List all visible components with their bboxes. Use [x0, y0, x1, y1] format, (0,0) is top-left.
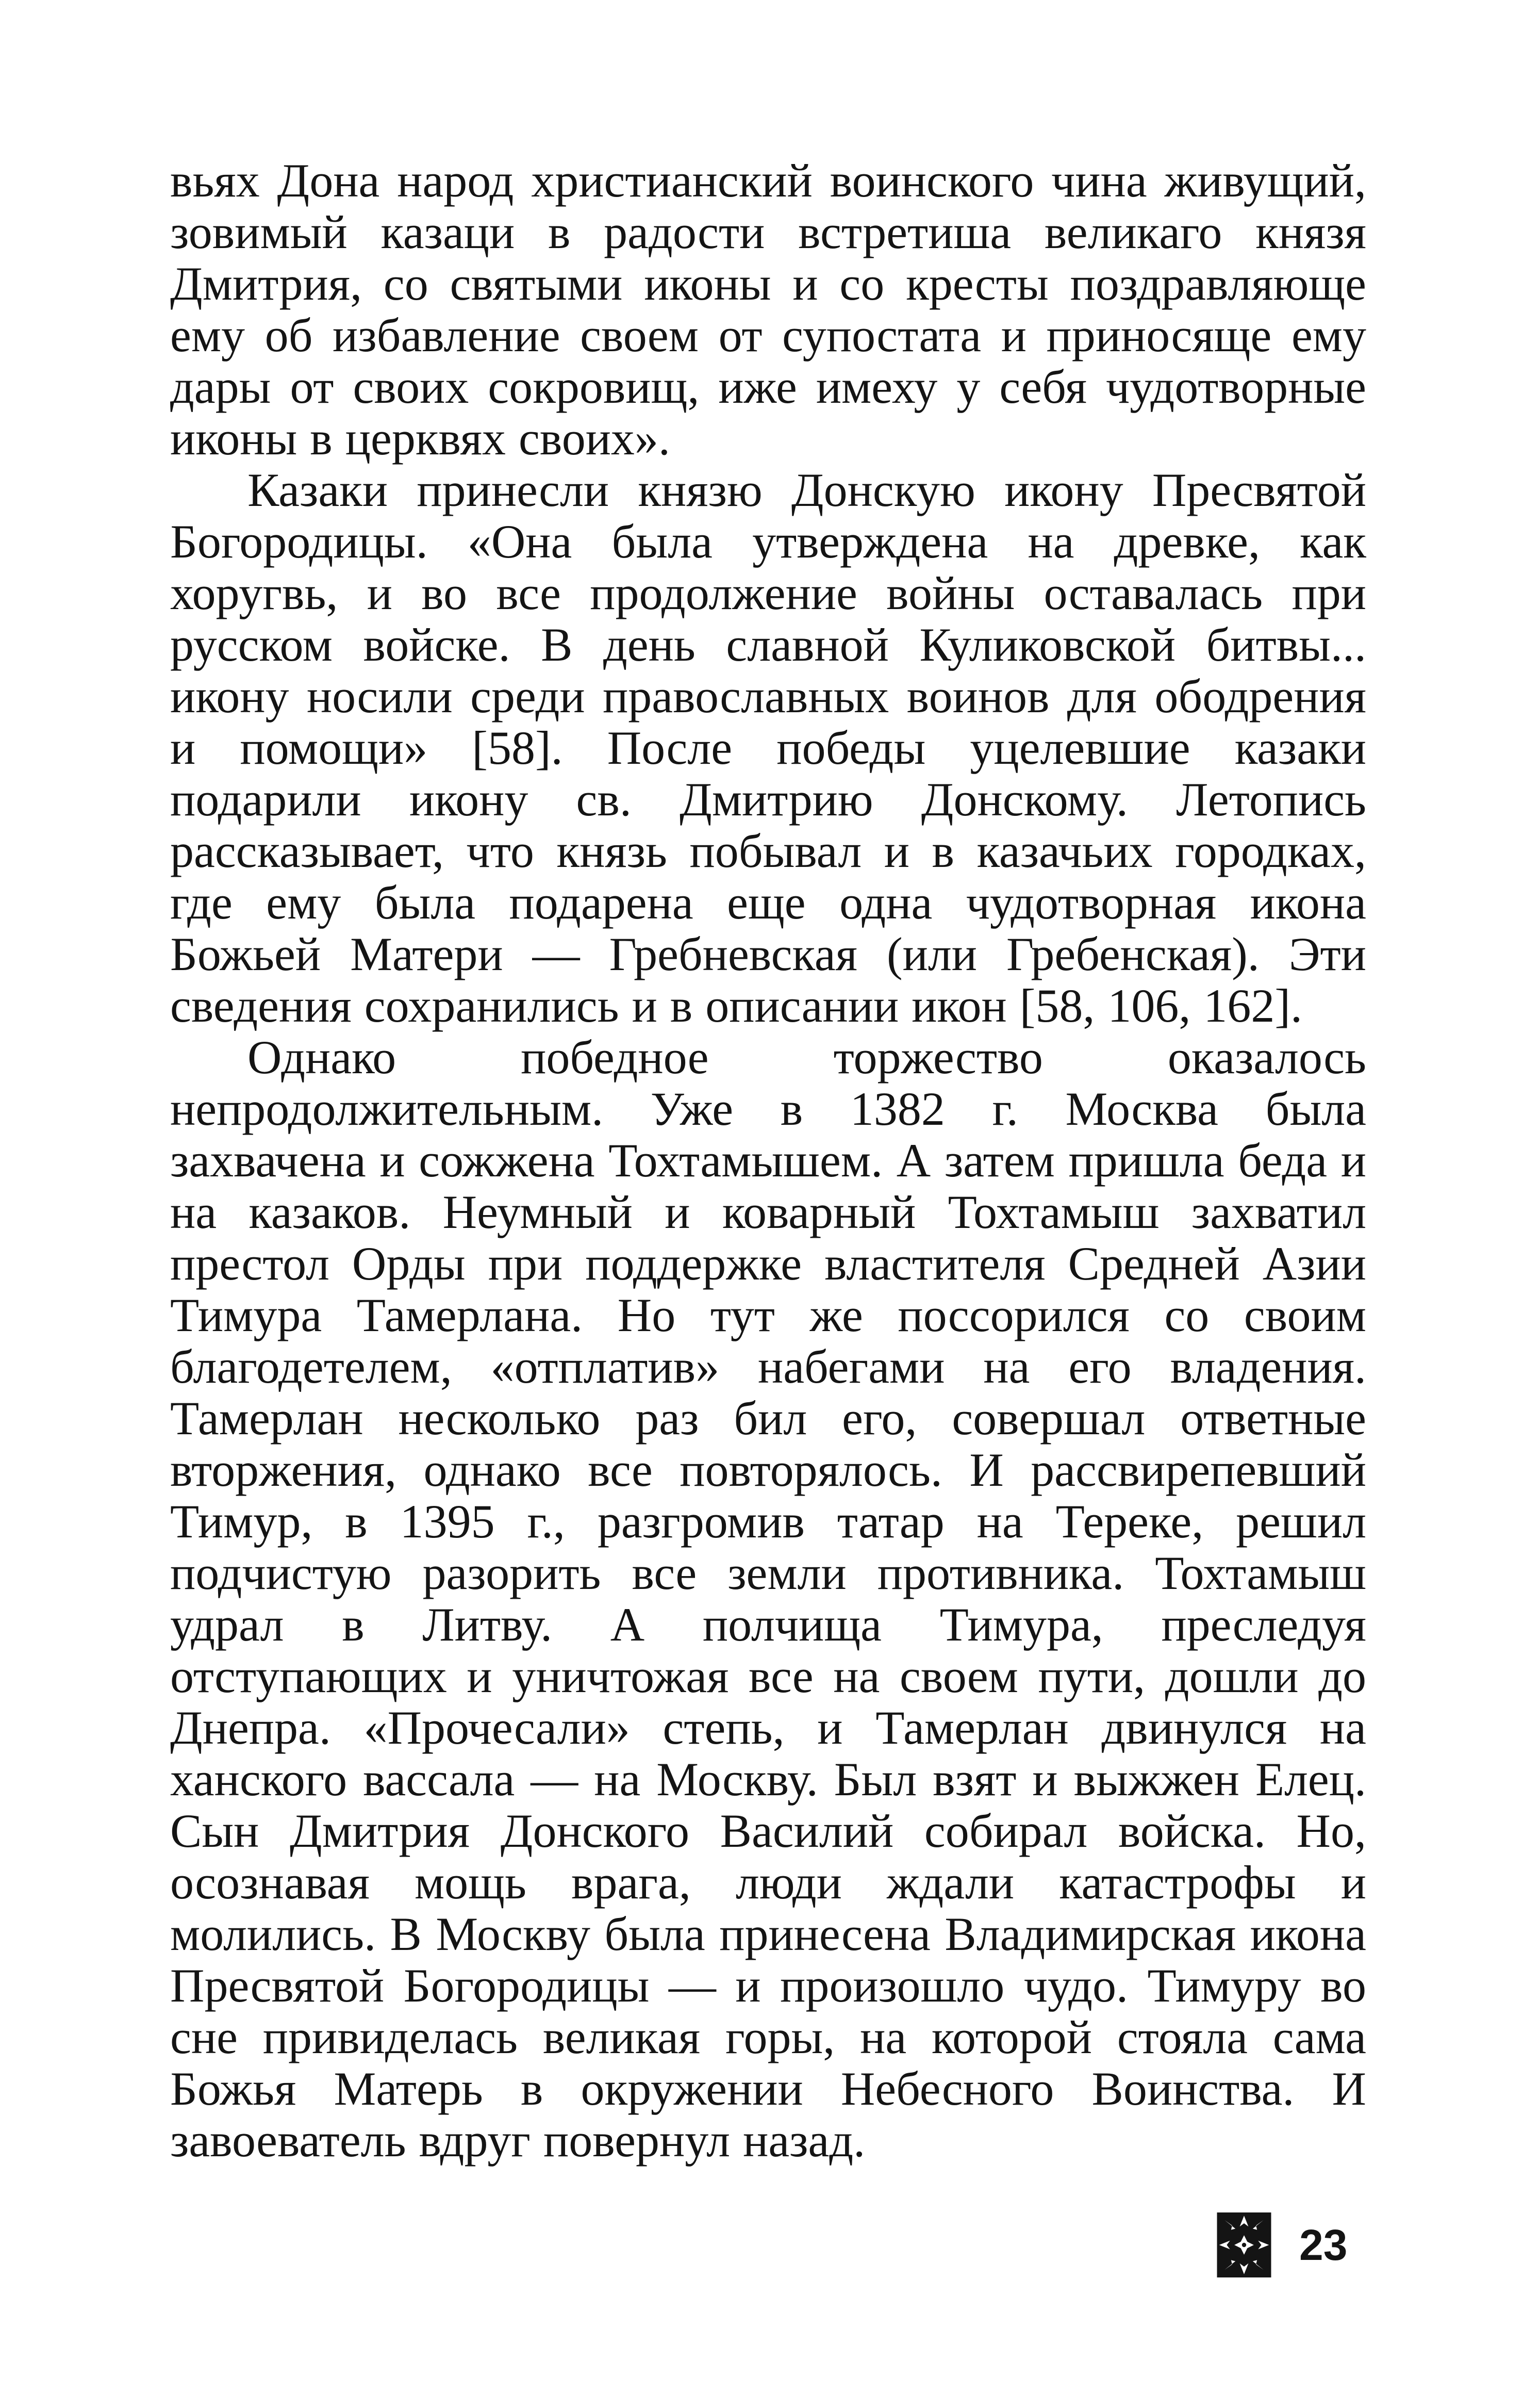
paragraph-1: вьях Дона народ христианский воинского чина живущий, зовимый казаци в радости встретиша великаго князя Дмитрия, со святыми иконы и со кресты поздравляюще ему об избавление своем от супостата и приносяще ему дары от своих сокровищ, иже имеху у себя чудотворные иконы в церквях своих».: [170, 154, 1366, 465]
paragraph-2: Казаки принесли князю Донскую икону Пресвятой Богородицы. «Она была утверждена на древке, как хоругвь, и во все продолжение войны оставалась при русском войске. В день славной Куликовской битвы... икону носили среди православных воинов для ободрения и помощи» [58]. После победы уцелевшие казаки подарили икону св. Дмитрию Донскому. Летопись рассказывает, что князь побывал и в казачьих городках, где ему была подарена еще одна чудотворная икона Божьей Матери — Гребневская (или Гребенская). Эти сведения сохранились и в описании икон [58, 106, 162].: [170, 464, 1366, 1032]
body-text: [170, 155, 1366, 2166]
page-footer: [1217, 2212, 1347, 2277]
ornament-icon: [1217, 2212, 1271, 2277]
page-number: 23: [1299, 2221, 1348, 2269]
paragraph-3: Однако победное торжество оказалось непродолжительным. Уже в 1382 г. Москва была захвачена и сожжена Тохтамышем. А затем пришла беда и на казаков. Неумный и коварный Тохтамыш захватил престол Орды при поддержке властителя Средней Азии Тимура Тамерлана. Но тут же поссорился со своим благодетелем, «отплатив» набегами на его владения. Тамерлан несколько раз бил его, совершал ответные вторжения, однако все повторялось. И рассвирепевший Тимур, в 1395 г., разгромив татар на Тереке, решил подчистую разорить все земли противника. Тохтамыш удрал в Литву. А полчища Тимура, преследуя отступающих и уничтожая все на своем пути, дошли до Днепра. «Прочесали» степь, и Тамерлан двинулся на ханского вассала — на Москву. Был взят и выжжен Елец. Сын Дмитрия Донского Василий собирал войска. Но, осознавая мощь врага, люди ждали катастрофы и молились. В Москву была принесена Владимирская икона Пресвятой Богородицы — и произошло чудо. Тимуру во сне привиделась великая горы, на которой стояла сама Божья Матерь в окружении Небесного Воинства. И завоеватель вдруг повернул назад.: [170, 1031, 1366, 2167]
